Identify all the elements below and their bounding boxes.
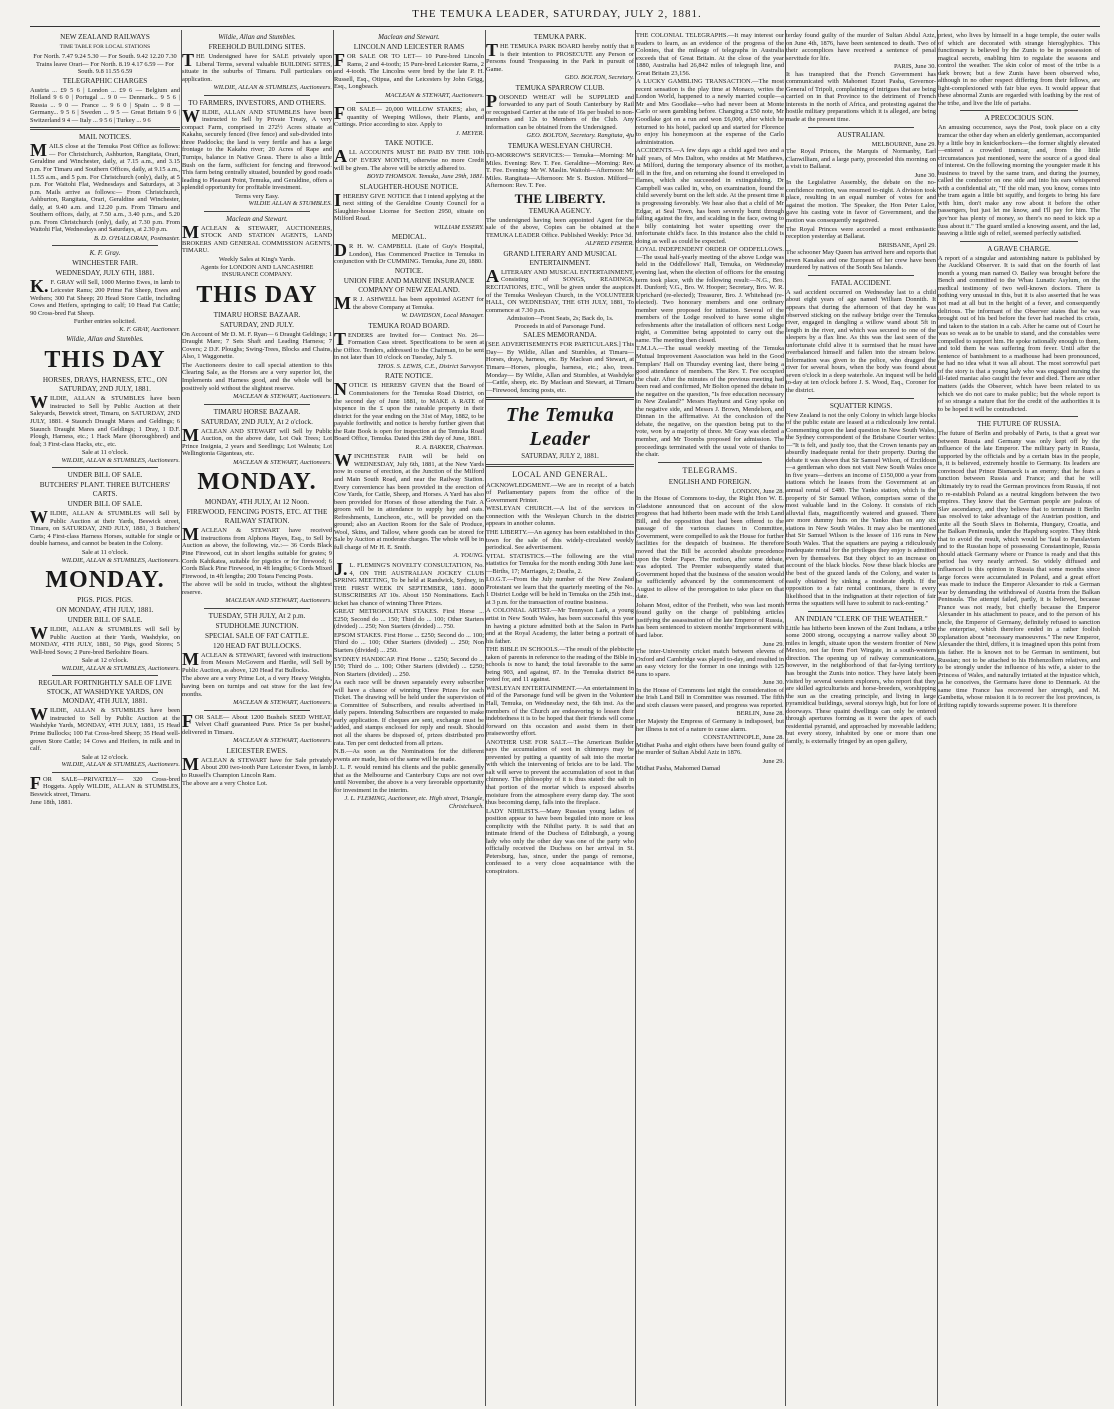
ad-signature: B. D. O'HALLORAN, Postmaster. [93,234,180,242]
ad-body: WINCHESTER FAIR will be held on WEDNESDAY, July 6th, 1881, at the New Yards now in course of erection, at the Junction of the Milford and Main South Road, and near the Railway Station. Every convenience has been provided in the erection of Cow Yards, for Cattle, Sheep, and Horses. A Yard has also been provided for Horses of those attending the Fair. A groom will be in attendance to supply hay and oats. Refreshments, Luncheon, etc., will be provided on the ground; also an Auction Room for the Sale of Produce, Wool, Skins, and Tallow, where goods can be stored for Sale by Auction at moderate charges. The whole will be in full charge of Mr H. E. Smith. [334,450,484,551]
ad-signature: A. YOUNG. [453,552,484,560]
ad-note: Sale at 12 o'clock. [81,657,129,665]
ad-note: Proceeds in aid of Parsonage Fund. [514,322,606,330]
ad-subheading: BUTCHERS' PLANT. THREE BUTCHERS' CARTS. [39,481,171,499]
ad-subheading: PIGS. PIGS. PIGS. [77,596,133,605]
ad-signature: MACLEAN AND STEWART, Auctioneers. [225,597,332,605]
ad-signature: MACLEAN & STEWART, Auctioneers. [233,393,332,401]
ad-subheading: HORSES, DRAYS, HARNESS, ETC., ON SATURDAY, 2ND JULY, 1881. [42,376,168,394]
ad-heading: RATE NOTICE. [385,372,433,381]
news-item: The inter-University cricket match between elevens of Oxford and Cambridge was played to-day, and resulted in an easy victory for the former in one innings with 125 runs to spare. [636,648,784,678]
ad-note: Sale at 12 o'clock. [81,753,129,761]
rule [204,211,310,212]
news-item: WESLEYAN CHURCH.—A list of the services in connection with the Wesleyan Church in the district appears in another column. [486,505,634,528]
rule [204,710,310,711]
ad-body: TO-MORROW'S SERVICES:— Temuka—Morning: Mr Miles. Evening: Rev. T. Fee. Geraldine—Morning: Rev. T. Fee. Evening: Mr W. Maslin. Waitohi—Afternoon: Mr Miles. Rangitata—Afternoon: Mr S. Buxton. Milford—Afternoon: Rev. T. Fee. [486,152,634,190]
news-item: The future of Berlin and probably of Paris, is that a great war between Russia and Germany was only kept off by the influence of the late Emperor. The military party in Russia, supported by the officials and by a certain bias in the people, is, it is believed, extremely hostile to Germany. Its leaders are convinced that Prince Bismarck is an enemy; that he fears a junction between Russia and France; and that he will ultimately try to read the German provinces from Russia, if not to re-establish Poland as a neutral kingdom between the two empires. They know that the German people are jealous of Slav ascendancy, and they believe that to terminate it Berlin has resolved to take advantage of the Austrian position, and unite all the South Slavs in Bohemia, Hungary, Croatia, and the Balkan Peninsula, under the Hapsburg sceptre. They think that to avoid the result, which would be 'fatal to Panslavism and to the Russian hope of possessing Constantinople, Russia should attack Germany where or France is ready and that this period has very nearly arrived. So widely diffused and influenced is this opinion in Russia that some months since large forces were accumulated in Poland, and a great effort was made to induce the Emperor Alexander to risk a German war by demanding the withdrawal of Austria from the Balkan Peninsula. The attempt failed, partly, it is believed, because France was not ready, but chiefly because the Emperor Alexander in his attachment to peace, and to the person of his uncle, the Emperor of Germany, definitely refused to sanction the enterprise, which therefore ended in a rather foolish explanation about "necessary manoeuvres." The new Emperor, Alexander the third, differs, it is imagined upon this point from his father. He is known not to be German in sentiment, but Russian; not to be attached to his Hohenzollern relatives, and to be strongly under the influence of his wife, a sister to the Princess of Wales, and naturally irritated at the injustice which, as he conceives, the Germans have done to Denmark. At the same time France has recovered her strength, and M. Gambetta, whose mission it is to recover the lost provinces, is drifting rapidly towards supreme power. It is therefore [938,430,1100,709]
ad-subheading: TEMUKA AGENCY. [528,206,592,215]
news-item: The Royal Princes, the Marquis of Normanby, Earl Clanwilliam, and a large party, proceeded this morning on a visit to Ballarat. [786,148,936,171]
ad-heading: TEMUKA SPARROW CLUB. [515,83,605,92]
ad-display-heading: MONDAY. [197,469,317,496]
ad-body: WILDIE, ALLAN & STUMBLES will Sell by Public Auction at their Yards, Beswick street, Timaru, on SATURDAY, 2ND JULY, 1881, 3 Butchers' Carts; 4 First-class Harness Horses, suitable for single or double harness, and cannot be beaten in the Colony. [30,507,180,548]
ad-note: Terms very Easy. [234,192,280,200]
news-item: Midhat Pasha, Mahomed Damad [636,765,721,773]
ad-heading: TAKE NOTICE. [384,139,434,148]
column-7-news [938,32,1100,1404]
news-item: terday found guilty of the murder of Sultan Abdul Aziz, on June 4th, 1876, have been sentenced to death. Two of their accomplices have received a sentence of penal servitude for life. [786,32,936,62]
news-item: VITAL STATISTICS.—The following are the vital statistics for Temuka for the month ending 30th June last:—Births, 17; Marriages, 2; Deaths, 2. [486,552,634,575]
ad-body: WILDIE, ALLAN & STUMBLES have been instructed to Sell by Public Auction at the Washdyke Yards, MONDAY, 4TH JULY, 1881, 15 Head Prime Bullocks; 100 Fat Cross-bred Sheep; 35 Head well-grown Store Cattle; 14 Cows and Heifers, in milk and in calf. [30,704,180,753]
ad-heading: WINCHESTER FAIR. [72,259,138,268]
ad-signature: WILDIE, ALLAN & STUMBLES, Auctioneers. [61,556,180,564]
ad-subheading: UNDER BILL OF SALE. [67,616,143,625]
ad-body: MACLEAN & STEWART have for Sale privately About 200 two-tooth Pure Leicester Ewes, in lamb to Russell's Champion Lincoln Ram. [182,753,332,779]
ad-heading: TIMARU HORSE BAZAAR. [213,407,301,416]
news-item: An amusing occurrence, says the Post, took place on a city tramcar the other day when an elderly gentleman, accompanied by a little boy in knickerbockers—the former slightly elevated—entered a crowded tramcar, and, from the little circumstances just mentioned, were the source of a good deal of interest. On the following morning the youngster made it his business to travel by the same tram, and during the journey, called the conductor on one side and into his ears whispered with a confidential air, "If the old man, you know, comes into the tram again a little bit squiffy, and forgets to bring his fare with him, don't make any row about it before the other passengers, but just let me know, and I'll pay for him. The gov'nor has plenty of money, so there's no need to kick up a fuss about it." The guard smiled a knowing assent, and the lad, heaving a little sigh of relief, seemed perfectly satisfied. [938,124,1100,238]
ad-body: THE TEMUKA PARK BOARD hereby notify that it is their intention to PROSECUTE any Person or Persons found Trespassing in the Park in pursuit of Game. [486,40,634,73]
ad-heading: UNDER BILL OF SALE. [67,471,143,480]
news-item: THE BIBLE IN SCHOOLS.—The result of the plebiscite taken of parents in reference to the reading of the Bible in schools is now to hand; the total favorable to the same being 903, and against, 87. In the Temuka district 84 voted for, and 11 against. [486,646,634,684]
news-item: ACKNOWLEDGMENT.—We are in receipt of a batch of Parliamentary papers from the office of the Government Printer. [486,481,634,504]
rule [52,772,158,773]
ad-body: DR H. W. CAMPBELL (Late of Guy's Hospital, London), Has Commenced Practice in Temuka in conjunction with Dr CUMMING. Temuka, June 20, 1880. [334,240,484,266]
auctioneer-heading: Maclean and Stewart. [378,33,440,41]
column-3-advertisements [334,32,484,1404]
ad-signature: W. DAVIDSON, Local Manager. [401,312,484,320]
rule [960,110,1078,111]
rule [30,127,180,130]
telegraph-charges-table: Austria ... £9 5 6 | London ... £9 6 — Belgium and Holland 9 6 0 | Portugal ... 9 0 — Denmark... 9 5 6 | Russia ... 9 0 — France ... 9 6 0 | Spain ... 9 8 — Germany... 9 5 6 | Sweden ... 9 5 — Great Britain 9 6 | Switzerland 9 4 — Italy ... 9 5 6 | Turkey ... 9 6 [30,86,180,124]
ad-signature: MACLEAN & STEWART, Auctioneers. [233,699,332,707]
sales-memoranda: [SEE ADVERTISEMENTS FOR PARTICULARS.] This Day— By Wildie, Allan and Stumbles, at Timaru—Horses, drays, harness, etc. By Maclean and Stewart, at Timaru—Horses, ploughs, harness, etc.; also, trees. Monday— By Wildie, Allan and Stumbles, at Washdyke—Cattle, sheep, etc. By Maclean and Stewart, at Timaru—Firewood, fencing posts, etc. [486,341,634,394]
ad-body: FOR SALE— About 1200 Bushels SEED WHEAT, Velvet Chaff guaranteed Pure. Price 5s per bushel, delivered in Timaru. [182,710,332,736]
news-item: The Royal Princes were accorded a most enthusiastic reception yesterday at Ballarat. [786,225,936,241]
ad-heading: MAIL NOTICES. [78,133,132,142]
ad-body: N.B.—As soon as the Nominations for the different events are made, lists of the same will be made. [334,748,484,763]
ad-subheading: UNDER BILL OF SALE. [67,500,143,509]
rule [52,467,158,468]
section-heading: FATAL ACCIDENT. [831,278,891,287]
news-item: In the House of Commons to-day, the Right Hon W. E. Gladstone announced that on account of the slow progress that had hitherto been made with the Irish Land Bill, and the opposition that had been offered to the passage of the various clauses in Committee, Government, were compelled to ask the House for further facilities for the despatch of business. He therefore moved that the Bill be accorded absolute precedence upon the Order Paper. The motion, after some debate, was adopted. The Premier subsequently stated that Government hoped that the business of the session would be sufficiently advanced by the commencement of August to allow of the prorogation to take place on that date. [636,495,784,601]
timetable-orari: Trains leave Orari— For North. 8.19 4.17 6.59 — For South. 9.8 11.55 6.59 [35,60,175,76]
news-item: A sad accident occurred on Wednesday last to a child about eight years of age named William Donnith. It appears that during the afternoon of that day he was observed sticking on the railway bridge over the Temuka river, engaged in dangling a willow wand about 5ft in length in the river, and which was secured to one of the sleepers by a flax line. As this was the last seen of the unfortunate child alive it is surmised that he must have overbalanced himself and fallen into the stream below. Information was given to the police, who dragged the river for several hours, when the body was found about seven o'clock in a deep waterhole. An inquest will be held to-day at ten o'clock before J. S. Wood, Esq., Coroner for the district. [786,288,936,394]
ad-body: POISONED WHEAT will be SUPPLIED and forwarded to any part of South Canterbury by Rail or recognised Carrier at the rate of 16s per bushel to non-members and 12s to Members of the Club. Any information can be obtained from the Undersigned. [486,90,634,131]
news-item: Johann Most, editor of the Freiheit, who was last month found guilty on the charge of publishing articles justifying the assassination of the late Emperor of Russia, has been sentenced to sixteen months' imprisonment with hard labor. [636,601,784,640]
ad-body: IHEREBY GIVE NOTICE that I intend applying at the next sitting of the Geraldine County Council for a Slaughter-house License for Section 2950, situate on Milford Road. [334,189,484,223]
ad-signature: K. F. GRAY, Auctioneer. [119,325,180,333]
section-heading: AN INDIAN "CLERK OF THE WEATHER." [794,614,928,623]
dateline: MELBOURNE, June 29. [871,140,936,148]
ad-body: As each race will be drawn separately every subscriber will have a chance of winning Three Prizes for each Ticket. The drawing will be held under the supervision of a Committee of Subscribers, and results advertised in daily papers. Intending Subscribers are requested to make early application. If cheques are sent, exchange must be added, and stamps enclosed for reply and result. Should not all the shares be disposed of, prizes distributed pro rata. Ten per cent deducted from all prizes. [334,679,484,747]
ad-heading: FIREWOOD, FENCING POSTS, ETC. AT THE RAILWAY STATION. [186,508,328,526]
rule [356,102,462,103]
news-item: LOYAL INDEPENDENT ORDER OF ODDFELLOWS.—The usual half-yearly meeting of the above Lodge was held in the Oddfellows' Hall, Temuka, on Wednesday evening last, when the election of officers for the ensuing term took place, with the following result:—N.G., Bro. H. Dunford; V.G., Bro. W. Hooper; Secretary, Bro. W. R. Uprichard (re-elected); Treasurer, Bro. J. Whitehead (re-elected). Two honorary members and one ordinary member were proposed for initiation. Several of the members of the Lodge resolved to have some slight refreshments after the installation of officers next Lodge night, a Committee being appointed to carry out the same. The meeting then closed. [636,246,784,344]
ad-heading: REGULAR FORTNIGHTLY SALE OF LIVE STOCK, AT WASHDYKE YARDS, ON MONDAY, 4TH JULY, 1881. [38,679,172,706]
ad-signature: WILDIE, ALLAN & STUMBLES, Auctioneers. [61,761,180,769]
ad-signature: WILDIE, ALLAN & STUMBLES, Auctioneers. [61,456,180,464]
ad-heading: SPECIAL SALE OF FAT CATTLE. [205,631,309,640]
ad-signature: J. MEYER. [455,129,484,137]
ad-heading: NOTICE. [394,267,424,276]
section-heading: A GRAVE CHARGE. [987,244,1051,253]
dateline: June 29. [762,757,784,765]
ad-heading: TEMUKA PARK. [533,33,587,41]
news-item: ACCIDENTS.—A few days ago a child aged two and a half years, of Mrs Dalton, who resides at Mr Matthews, at Milford, during the temporary absence of its mother, fell in the fire, and on returning she found it enveloped in flames, which she succeeded in extinguishing. Dr Campbell was called in, who, on examination, found the child severely burnt on the left side. At the present time it is progressing favorably. We hear also that a child of Mr Edgar, at Seal Town, has been severely burnt through falling against the fire, and scalding in the face, owing to a billy containing hot water upsetting over the unfortunate child's face. In this instance also the child is doing as well as could be expected. [636,147,784,245]
ad-signature: THOS. S. LEWIS, C.E., District Surveyor. [377,362,484,370]
news-item: THE COLONIAL TELEGRAPHS.—It may interest our readers to learn, as an evidence of the progress of the Colonies, that the mileage of telegraphs in Australia exceeds that of Great Britain. At the close of the year 1880, Australia had 26,842 miles of telegraph line, and Great Britain 23,156. [636,32,784,77]
rule [204,95,310,96]
news-item: New Zealand is not the only Colony in which large blocks of the public estate are leased at a ridiculously low rental. Commenting upon the land question in New South Wales, the Sydney correspondent of the Brisbane Courier writes:—"It is felt, and justly too, that the Crown tenants pay an absurdly inadequate rental for their property. During the debate it was shown that Sir Samuel Wilson, of Ercildoun—a gentleman who does not visit New South Wales once in five years—derives an income of £150,000 a year from stations which he leases from the Government at an annual rental of £480. The Yanko station, which is the property of Sir Samuel Wilson, comprises some of the most valuable land in the Colony. It consists of rich alluvial flats, magnificently watered and grassed. There are more dummy huts on the Yanko than on any six stations in New South Wales. It may also be mentioned that Sir Samuel Wilson is the lessee of 116 runs in New South Wales. That the squatters are paying a ridiculously inadequate rental for the privileges they enjoy is admitted even by themselves. But they object to an increase on account of the black blocks. Now these black blocks are the best of the grazed lands of the Colony, and water is easily obtained by sinking a moderate depth. If the opposition to a fair rental continues, there is every likelihood that in the indignation at their rejection of fair terms the squatters will have to submit to rack-renting." [786,411,936,608]
news-item: Midhat Pasha and eight others have been found guilty of the murder of Sultan Abdul Aziz in 1876. [636,741,784,757]
ad-body: The undersigned having been appointed Agent for the sale of the above, Copies can be obtained at the TEMUKA LEADER Office. Published Weekly: Price 3d. [486,216,634,239]
running-head: THE TEMUKA LEADER, SATURDAY, JULY 2, 1881. [412,8,702,20]
news-item: A COLONIAL ARTIST.—Mr Tennyson Lark, a young artist in New South Wales, has been successful this year in having a picture admitted both at the Salon in Paris and at the Royal Academy, the latter being a portrait of his father. [486,607,634,645]
news-item: ANOTHER USE FOR SALT.—The American Builder says the accumulation of soot in chimneys may be prevented by putting a quantity of salt into the mortar with which the intervening of bricks are to be laid. The salt will serve to prevent the accumulation of soot in that chimney. The philosophy of it is thus stated: the salt in that portion of the mortar which is exposed absorbs moisture from the atmosphere every damp day. The soot thus becoming damp, falls into the fireplace. [486,738,634,807]
masthead: The Temuka Leader [505,404,615,451]
ad-body: MACLEAN & STEWART, AUCTIONEERS, STOCK AND STATION AGENTS, LAND BROKERS AND GENERAL COMMISSION AGENTS, TIMARU. [182,221,332,255]
rule [658,462,762,463]
ad-body: MACLEAN & STEWART have received instructions from Alphons Hayes, Esq., to Sell by Auction as above, the following, viz.:— 36 Cords Black Pine Firewood, cut in short lengths suitable for grates; 9 Cords Kahikatea, suitable for pigstics or for firewood; 6 Cords Black Pine Firewood, in 4ft lengths; 6 Cords Mixed Firewood, in 4ft lengths; 200 Totara Fencing Posts. [182,524,332,580]
ad-body: ALITERARY AND MUSICAL ENTERTAINMENT, Consisting of SONGS, READINGS, RECITATIONS, ETC., Will be given under the auspices of the Temuka Wesleyan Church, in the VOLUNTEER HALL, ON WEDNESDAY, THE 6TH JULY, 1881, To commence at 7.30 p.m. [486,265,634,314]
ad-body: ALL ACCOUNTS MUST BE PAID BY THE 10th OF EVERY MONTH, otherwise no more Credit will be given. The above will be strictly adhered to. [334,146,484,172]
section-heading: LOCAL AND GENERAL. [512,469,608,479]
ad-body: NOTICE IS HEREBY GIVEN that the Board of Commissioners for the Temuka Road District, on the second day of June 1881, to MAKE A RATE of sixpence in the £ upon the rateable property in their district for the year ending on the 31st of May, 1882, to be payable forthwith; and notice is hereby further given that the Rate Book is open for inspection at the Temuka Road Board Office, Temuka. Dated this 29th day of June, 1881. [334,379,484,443]
ad-body: J.L. FLEMING'S NOVELTY CONSULTATION, No. 4, ON THE AUSTRALIAN JOCKEY CLUB SPRING MEETING, To be held at Randwick, Sydney, in THE FIRST WEEK IN SEPTEMBER, 1881. 8000 SUBSCRIBERS AT 10s. About 150 Nominations. Each ticket has chance of winning Three Prizes. [334,558,484,607]
rule [52,245,158,246]
ad-note: Sale at 11 o'clock. [81,449,129,457]
rule [960,241,1078,242]
ad-heading: TEMUKA ROAD BOARD. [368,321,450,330]
section-subheading: ENGLISH AND FOREIGN. [668,477,752,486]
rule [808,611,914,612]
section-heading: SQUATTER KINGS. [829,401,893,410]
ad-heading: TO FARMERS, INVESTORS, AND OTHERS. [188,98,326,107]
news-item: I.O.G.T.—From the July number of the New Zealand Protestant we learn that the quarterly meeting of the No. 1 District Lodge will be held in Temuka on the 25th inst., at 3 p.m. for the transaction of routine business. [486,576,634,606]
prize-table: EPSOM STAKES. First Horse ... £250; Second do ... 100; Third do ... 100; Other Starters (divided) ... 250; Non Starters (divided) ... 250. [334,631,484,654]
ad-body: THE Undersigned have for SALE privately upon Liberal Terms, several valuable BUILDING SITES, situate in the suburbs of Timaru. Full particulars on application. [182,50,332,83]
section-heading: TELEGRAMS. [682,465,738,475]
news-item: Her Majesty the Empress of Germany is indisposed, but her illness is not of a nature to cause alarm. [636,718,784,733]
rule [808,127,914,128]
ad-date: June 18th, 1881. [30,799,73,807]
news-item: The schooner May Queen has arrived here and reports that seven Kanakas and one European of her crew have been murdered by natives of the South Sea Islands. [786,249,936,272]
ad-display-heading: THIS DAY [196,281,318,308]
ad-body: The above will be sold in trucks, without the slightest reserve. [182,581,332,596]
ad-signature: WILDIE ALLAN & STUMBLES. [248,200,332,208]
column-1-advertisements [30,32,180,1404]
rule [204,404,310,405]
ad-signature: MACLEAN & STEWART, Auctioneers. [233,737,332,745]
news-item: LADY NIHILISTS.—Many Russian young ladies of position appear to have been beguiled into more or less complicity with the Nihilist party. It is said that an intimate friend of the Duchess of Edinburgh, a young lady who only the other day was one of the party who officially received the Duchess on her arrival in St. Petersburg, has, since, under the pangs of remorse, confessed to a very close acquaintance with the conspirators. [486,807,634,876]
ad-signature: J. L. FLEMING, Auctioneer, etc. High street, Triangle, Christchurch. [344,795,484,810]
rule [808,398,914,399]
news-item: Little has hitherto been known of the Zuni Indians, a tribe some 2000 strong, occupying a narrow valley about 30 miles in length, situate upon the western frontier of New Mexico, not far from Fort Wingate, in a south-western direction. The opening up of railway communications, however, in the neighborhood of that far-lying territory has brought the Zunis into notice. They have lately been visited by several western explorers, who report that they are skilled agriculturists and horse-breeders, worshipping the sun as the creating principle, and living in large pyramidical buildings, several storeys high, but for lore of doorways. These quaint dwellings can only be entered through apertures forming as it were the apex of each residential pyramid, and approached by moveable ladders; but every storey, inhabited by one or more than one family, is externally fringed by an open gallery, [786,624,936,745]
rule [204,608,310,609]
ad-heading: SALES MEMORANDA. [523,331,597,340]
rule [486,464,634,467]
auctioneer-heading: Wildie, Allan and Stumbles. [218,33,296,41]
ad-body: MACLEAN & STEWART, favored with instructions from Messrs McGovern and Hardie, will Sell by Public Auction, as above, 120 Head Fat Bullocks. [182,648,332,674]
ad-body: FOR SALE—PRIVATELY— 320 Cross-bred Hoggets. Apply WILDIE, ALLAN & STUMBLES, Beswick street, Timaru. [30,772,180,798]
ad-body: WILDIE, ALLAN & STUMBLES will Sell by Public Auction at their Yards, Washdyke, on MONDAY, 4TH JULY, 1881, 50 Pigs, good Stores; 5 Well-bred Sows; 2 Pure-bred Berkshire Boars. [30,623,180,656]
ad-body: WILDIE, ALLAN & STUMBLES have been instructed to Sell by Public Auction at their Saleyards, Beswick street, Timaru, on SATURDAY, 2ND JULY, 1881. 4 Staunch Draught Mares and Geldings; 6 Staunch Draught Mares and Geldings; 1 Dray, 1 D.F. Plough, Harness, etc.; 1 Hack Mare (thoroughbred) and foal; 3 First-class Hacks, etc., etc. [30,392,180,448]
ad-signature: WILDIE, ALLAN & STUMBLES, Auctioneers. [213,84,332,92]
dateline: BERLIN, June 28. [736,710,784,718]
ad-subheading: UNION FIRE AND MARINE INSURANCE COMPANY OF NEW ZEALAND. [343,277,475,295]
ad-signature: BOYD THOMSON. Temuka, June 29th, 1881. [366,173,484,181]
prize-table: GREAT METROPOLITAN STAKES. First Horse ... £250; Second do ... 150; Third do ... 100; Other Starters (divided) ... 250; Non Starters (divided) ... 750. [334,608,484,631]
ad-display-heading: MONDAY. [45,567,165,594]
dateline: SATURDAY, JULY 2, 1881. [521,453,599,461]
ad-heading: TIMARU HORSE BAZAAR. [213,310,301,319]
rule [486,397,634,400]
news-item: THE LIBERTY.—An agency has been established in this town for the sale of this widely-circulated weekly periodical. See advertisement. [486,528,634,552]
rule [960,416,1078,417]
news-item: In the Legislative Assembly, the debate on the no-confidence motion, was resumed to-night. A division took place, resulting in an equal number of votes for and against the motion. The Speaker, the Hon Peter Lalor, gave his casting vote in favor of Government, and the motion was consequently negatived. [786,179,936,225]
ad-heading: LEICESTER EWES. [226,746,288,755]
ad-display-heading: THE LIBERTY. [514,190,606,206]
ad-signature: WILLIAM ESSERY. [433,223,484,231]
ad-subheading: SATURDAY, 2ND JULY, At 2 o'clock. [201,417,313,426]
dateline: June 29. [762,640,784,648]
dateline: June 30. [762,679,784,687]
column-5-news [636,32,784,1404]
ad-body: MR J. ASHWELL has been appointed AGENT for the above Company at Temuka. [334,293,484,314]
prize-table: SYDNEY HANDICAP. First Horse ... £250; Second do ... 150; Third do ... 100; Other Starters (divided) ... £250; Non Starters (divided) ... 250. [334,655,484,678]
section-heading: AUSTRALIAN. [837,130,885,139]
ad-body: TENDERS are Invited for— Contract No. 26—Formation Cass street. Specifications to be seen at the Office. Tenders, addressed to the Chairman, to be sent in not later than 10 o'clock on Tuesday, July 5. [334,328,484,362]
news-item: WESLEYAN ENTERTAINMENT.—An entertainment in aid of the Parsonage fund will be given in the Volunteer Hall, Temuka, on Wednesday next, the 6th inst. As the members of the Church are endeavoring to lessen their indebtedness it is to be hoped that their friends will come forward on this occasion and assist them in their praiseworthy effort. [486,684,634,738]
ad-signature: ALFRED FISHER. [585,240,634,248]
news-item: In the House of Commons last night the consideration of the Irish Land Bill in Committee was resumed. The fifth and sixth clauses were passed, and progress was reported. [636,686,784,709]
news-item: priest, who lives by himself in a huge temple, the outer walls of which are decorated with strange hieroglyphics. This functionary is believed by the Zunis to be in possession of magical secrets, enabling him to regulate the seasons and control the weather. The skin color of most of the tribe is a dark brown; but a few Zunis have been observed who, although in no other respect differing from their fellows, are light-complexioned with fair blue eyes. It would appear that these abnormal Zunis are regarded with loathing by the rest of the tribe, and live the life of pariahs. [938,32,1100,107]
rule [52,675,158,676]
ad-heading: STUDHOLME JUNCTION. [215,621,299,630]
rule [808,275,914,276]
ad-heading: FREEHOLD BUILDING SITES. [208,43,306,51]
ad-subheading: TUESDAY, 5TH JULY, At 2 p.m. [208,611,306,620]
dateline: June 30. [914,171,936,179]
ad-body: MACLEAN AND STEWART will Sell by Public Auction, on the above date, Lot Oak Trees; Lot Prince Insignia, 2 years and Seedlings; Lot Walnuts; Lot Wellingtonia Giganteas, etc. [182,424,332,458]
ad-heading: TEMUKA WESLEYAN CHURCH. [507,142,613,151]
section-heading: THE FUTURE OF RUSSIA. [977,420,1061,429]
auctioneer-heading: Wildie, Allan and Stumbles. [66,335,144,344]
dateline: CONSTANTINOPLE, June 28. [703,734,784,742]
ad-subheading: WEDNESDAY, JULY 6TH, 1881. [55,269,155,278]
ad-body: J. L. F. would remind his clients and the public generally that as the Melbourne and Canterbury Cups are not over until November, the above is a very favorable opportunity for investment in the interim. [334,764,484,794]
ad-subheading: ON MONDAY, 4TH JULY, 1881. [56,606,154,615]
ad-note: Sale at 11 o'clock. [81,548,129,556]
ad-heading: 120 HEAD FAT BULLOCKS. [213,641,301,650]
ad-body: K.F. GRAY will Sell, 1000 Merino Ewes, in lamb to Leicester Rams; 200 Prime Fat Sheep, Ewes and Wethers; 300 Fat Sheep; 20 Head Store Cattle, including Cows and Heifers, springing to calf; 10 Head Fat Cattle; 90 Cross-bred Fat Sheep. [30,276,180,317]
ad-subheading: SATURDAY, 2ND JULY. [220,320,294,329]
ad-subheading: MONDAY, 4TH JULY, At 12 Noon. [204,498,310,507]
section-heading: A PRECOCIOUS SON. [984,114,1054,123]
ad-signature: GEO. BOLTON, Secretary. [564,74,634,82]
ad-signature: MACLEAN & STEWART, Auctioneers. [233,458,332,466]
ad-heading: GRAND LITERARY AND MUSICAL ENTERTAINMENT. [503,249,617,267]
timetable-north-south: For North. 7.47 9.24 5.30 — For South. 9.42 12.20 7.30 [33,53,177,60]
news-item: It has transpired that the French Government has communicated with Mahomet Ezzet Pasha, Governor-General of Tripoli, complaining of intrigues that are being carried on in that Province to the detriment of French interests in the north of Africa, and protesting against the hostile military preparations which it is alleged, are being made at the present time. [786,70,936,124]
ad-note: Admission—Front Seats, 2s; Back do, 1s. [506,315,614,323]
news-item: A report of a singular and astonishing nature is published by the Auckland Observer. It is said that on the fourth of last month a young man named O. Bailey was brought before the Bench and committed to the Whau Lunatic Asylum, on the medical testimony of two well-known doctors. There is nothing very unusual in this, but it is also asserted that he was not mad at all but in the height of a fever, and consequently delirious. The informant of the Observer states that he was brought out of his bed before the fever had reached its crisis, and taken to the station in a cab. After he came out of Court he was so weak as to be unable to stand, and the constables were compelled to support him. He spoke rationally enough to them, and told them he was suffering from fever. Until after the sentence of banishment to a madhouse had been pronounced, he had no idea what it was all about. The most sorrowful part of the story is that a young lady who was engaged nursing the ill-fated maniac also caught the fever and died. There are other matters (adds the Observer, which have been related to us which we do not care to make public; but the whole report is of so strange a nature that for the credit of the authorities it is to be hoped it will be contradicted. [938,254,1100,413]
ad-body: The Auctioneers desire to call special attention to this Clearing Sale, as the Horses are a very superior lot, the Implements and Harness good, and the whole will be positively sold without the slightest reserve. [182,361,332,392]
ad-signature: GEO. BOLTON, Secretary. Rangitata, 4ju [526,132,634,140]
ad-heading: NEW ZEALAND RAILWAYS [60,33,150,41]
ad-heading: SLAUGHTER-HOUSE NOTICE. [359,182,459,191]
news-item: A LUCKY GAMBLING TRANSACTION.—The most recent sensation is the play time at Monaco, writes the London World, happened to a newly married couple—a Mr and Mrs Goodlake—who had never been at Monte Carlo or seen gambling before. Changing a £50 note, Mr Goodlake got on a run and won £6,000, after which he returned to his hotel, packed up and started for Florence to enjoy his honeymoon at the expense of the Carlo administration. [636,78,784,146]
dateline: BRISBANE, April 29. [878,241,936,249]
ad-subheading: TIME TABLE FOR LOCAL STATIONS [59,44,151,50]
ad-body: WILDIE, ALLAN AND STUMBLES have been instructed to Sell by Private Treaty, A very compact Farm, comprised in 272½ Acres situate at Kakahu, securely fenced (five fence) and sub-divided into three Paddocks; the land is very fertile and has a large frontage to the Kakahu river; 20 Acres of Rape and Turnips, balance in Native Grass. There is also a little Bush on the farm, sufficient for fencing and firewood. This farm being centrally situated, bounded by good roads leading to Pleasant Point, Temuka, and Geraldine, offers a splendid opportunity for profitable investment. [182,105,332,192]
ad-heading: LINCOLN AND LEICESTER RAMS [353,43,465,51]
ad-body: MAILS close at the Temuka Post Office as follows:— For Christchurch, Ashburton, Rangitata, Orari, Geraldine and Winchester, daily, at 7.15 a.m., and 3.15 p.m. For Timaru and Southern Offices, daily, at 9.15 a.m., 11.55 a.m., and 5 p.m. For Christchurch (only), daily, at 5 p.m. For Waitohi Flat, Wednesdays and Saturdays, at 3 p.m. Mails arrive as follows:— From Christchurch, Ashburton, Rangitata, Orari, Geraldine and Winchester, daily, at 9.40 a.m. and 12.20 p.m. From Timaru and Southern offices, daily, at 7.50 a.m., 3.40 p.m., and 5.20 p.m. From Christchurch (only), daily, at 7.30 p.m. From Waitohi Flat, Wednesdays and Saturdays, at 2.30 p.m. [30,140,180,234]
ad-signature: MACLEAN & STEWART, Auctioneers. [385,91,484,99]
ad-signature: WILDIE, ALLAN & STUMBLES, Auctioneers. [61,664,180,672]
ad-signature: R. A. BARKER, Chairman. [415,443,484,451]
ad-heading: TELEGRAPHIC CHARGES [62,76,148,85]
auctioneer-heading: Maclean and Stewart. [226,214,288,223]
ad-body: FOR SALE— 20,000 WILLOW STAKES; also, a quantity of Weeping Willows, their Plants, and Cuttings. Price according to size. Apply to [334,103,484,129]
column-6-news [786,32,936,1404]
ad-note: Agents for LONDON AND LANCASHIRE INSURANCE COMPANY. [200,263,314,279]
header-rule [30,26,1100,27]
ad-body: The above are a very Prime Lot, a d very Heavy Weights, having been on turnips and oat straw for the last few months. [182,675,332,698]
auctioneer-heading: K. F. Gray. [89,249,121,258]
dateline: PARIS, June 30. [893,63,936,71]
dateline: LONDON, June 28. [732,487,784,495]
column-4-notices-and-masthead [486,32,634,1404]
ad-display-heading: THIS DAY [44,347,166,374]
ad-heading: MEDICAL. [391,233,427,242]
ad-body: The above are a very Choice Lot. [182,780,268,788]
column-2-advertisements [182,32,332,1404]
ad-note: Weekly Sales at King's Yards. [218,256,296,264]
news-item: T.M.I.A.—The usual weekly meeting of the Temuka Mutual Improvement Association was held in the Good Templars' Hall on Thursday evening last, there being a good attendance of members. The Rev. T. Fee occupied the chair. After the minutes of the previous meeting had been read and confirmed, Mr Bolton opened the debate in the negative on the question, "Is free education necessary in New Zealand?" Messrs Hayhurst and Gray spoke on the negative side, and Messrs J. Brown, Mendelson, and Dinnan in the affirmative. At the conclusion of the debate, the negative, on the question being put to the vote, won by a majority of three. Mr Gray was elected a member, and Mr Toombs proposed for admission. The proceedings terminated with the usual vote of thanks to the chair. [636,345,784,459]
ad-body: On Account of Mr D. M. F. Ryan— 6 Draught Geldings; 1 Draught Mare; 7 Sets Shaft and Leading Harness; 7 Covers; 2 D.F. Ploughs; Swing-Trees, Blocks and Chains, Also, 1 Waggonette. [182,330,332,361]
ad-note: Further entries solicited. [73,318,137,326]
ad-body: FOR SALE OR TO LET— 10 Pure-bred Lincoln Rams, 2 and 4-tooth; 15 Pure-bred Leicester Rams, 2 and 4-tooth. The Lincolns were bred by the late P. H. Russell, Esq., Otipua, and the Leicesters by John Grigg, Esq., Longbeach. [334,50,484,91]
